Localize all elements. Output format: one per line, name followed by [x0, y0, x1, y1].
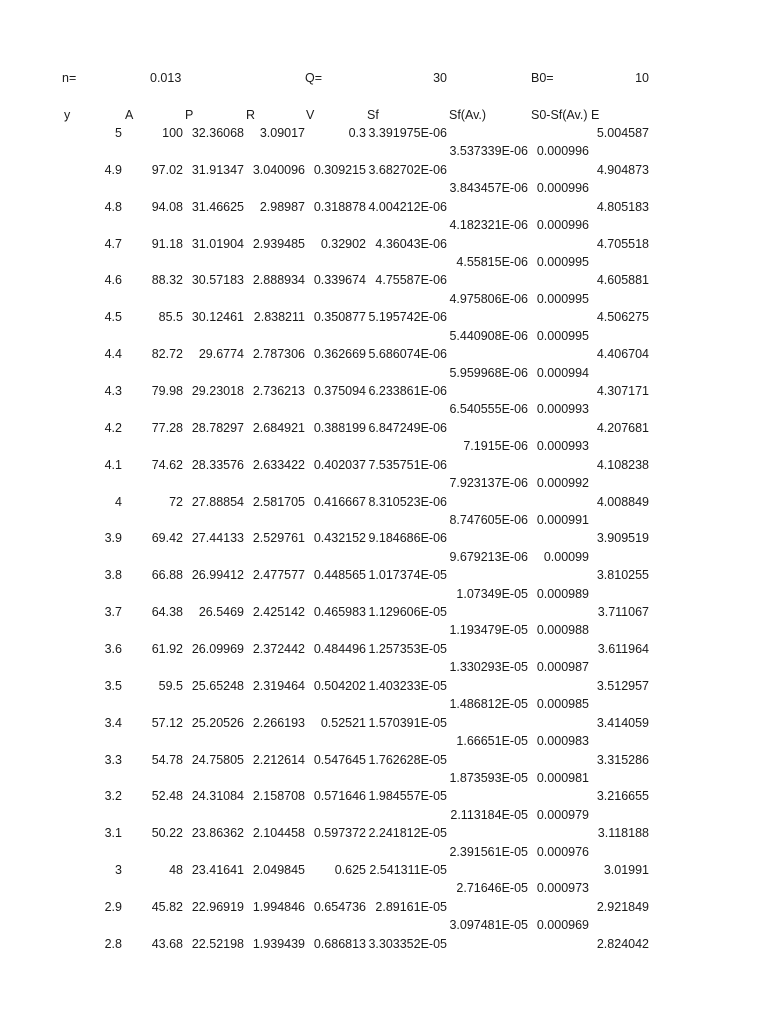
cell-e: 5.004587 [596, 126, 649, 140]
cell-sf: 6.847249E-06 [368, 420, 447, 435]
cell-p: 29.6774 [198, 347, 244, 362]
cell-sf: 2.89161E-05 [375, 899, 447, 914]
cell-p: 23.41641 [191, 863, 244, 877]
cell-s0-sf-av: 0.000969 [536, 918, 589, 933]
cell-p: 26.99412 [191, 568, 244, 583]
cell-r: 2.736213 [252, 383, 305, 398]
cell-v: 0.309215 [313, 162, 366, 177]
cell-a: 94.08 [151, 199, 183, 214]
cell-sf-av: 1.486812E-05 [449, 697, 528, 712]
cell-p: 28.78297 [191, 420, 244, 435]
cell-e: 3.909519 [596, 531, 649, 546]
cell-y: 4.5 [104, 310, 122, 325]
header-v: V [306, 108, 315, 122]
cell-a: 97.02 [151, 162, 183, 177]
cell-e: 3.711067 [597, 605, 649, 619]
cell-sf-av: 6.540555E-06 [449, 402, 528, 417]
cell-p: 23.86362 [191, 826, 244, 841]
n-label: n= [62, 71, 77, 85]
cell-s0-sf-av: 0.00099 [543, 549, 589, 564]
cell-s0-sf-av: 0.000981 [536, 770, 589, 785]
cell-a: 100 [162, 126, 183, 140]
cell-sf-av: 1.66651E-05 [456, 734, 528, 748]
cell-v: 0.339674 [313, 273, 366, 288]
cell-p: 25.65248 [191, 678, 244, 693]
cell-e: 4.406704 [596, 347, 649, 362]
cell-sf: 5.686074E-06 [368, 347, 447, 362]
cell-e: 2.824042 [596, 936, 649, 951]
cell-e: 4.207681 [596, 420, 649, 435]
cell-s0-sf-av: 0.000989 [536, 586, 589, 601]
cell-v: 0.375094 [313, 383, 366, 398]
cell-sf: 4.004212E-06 [368, 199, 447, 214]
cell-p: 31.46625 [191, 199, 244, 214]
cell-r: 2.319464 [252, 678, 305, 693]
q-value: 30 [433, 71, 447, 85]
cell-v: 0.318878 [313, 199, 366, 214]
cell-sf-av: 7.923137E-06 [449, 476, 528, 491]
cell-p: 25.20526 [191, 715, 244, 730]
cell-s0-sf-av: 0.000994 [536, 365, 589, 380]
cell-v: 0.432152 [313, 531, 366, 546]
cell-p: 29.23018 [191, 383, 244, 398]
cell-y: 4.6 [104, 273, 122, 288]
cell-s0-sf-av: 0.000996 [536, 181, 589, 196]
cell-e: 3.118188 [597, 826, 649, 841]
cell-sf: 3.303352E-05 [368, 936, 447, 951]
cell-r: 2.104458 [252, 826, 305, 841]
cell-s0-sf-av: 0.000995 [536, 328, 589, 343]
cell-y: 3.5 [104, 678, 122, 693]
cell-r: 2.266193 [252, 715, 305, 730]
cell-r: 2.581705 [252, 494, 305, 509]
cell-v: 0.465983 [313, 605, 366, 619]
cell-sf: 5.195742E-06 [368, 310, 447, 325]
cell-sf: 3.391975E-06 [368, 126, 447, 140]
cell-e: 4.307171 [596, 383, 649, 398]
cell-a: 50.22 [151, 826, 183, 841]
cell-p: 32.36068 [191, 126, 244, 140]
cell-e: 4.108238 [596, 457, 649, 472]
cell-sf-av: 1.873593E-05 [449, 770, 528, 785]
cell-y: 3.6 [104, 641, 122, 656]
cell-v: 0.350877 [313, 310, 366, 325]
cell-v: 0.362669 [313, 347, 366, 362]
cell-sf-av: 3.537339E-06 [449, 144, 528, 159]
header-a: A [125, 108, 134, 122]
cell-r: 2.212614 [252, 752, 305, 767]
cell-y: 3.8 [104, 568, 122, 583]
n-value: 0.013 [150, 71, 182, 85]
cell-a: 85.5 [158, 310, 183, 325]
cell-a: 88.32 [151, 273, 183, 288]
header-sf: Sf [367, 108, 379, 122]
cell-sf: 1.257353E-05 [368, 641, 447, 656]
cell-sf: 2.241812E-05 [368, 826, 447, 841]
cell-p: 30.57183 [191, 273, 244, 288]
cell-sf-av: 8.747605E-06 [449, 512, 528, 527]
cell-s0-sf-av: 0.000976 [536, 844, 589, 859]
header-e: E [591, 108, 600, 122]
cell-sf: 4.75587E-06 [375, 273, 447, 288]
cell-r: 2.939485 [252, 236, 305, 251]
cell-a: 54.78 [151, 752, 183, 767]
cell-sf: 1.762628E-05 [368, 752, 447, 767]
cell-a: 82.72 [151, 347, 183, 362]
cell-v: 0.416667 [313, 494, 366, 509]
cell-v: 0.388199 [313, 420, 366, 435]
cell-r: 2.633422 [252, 457, 305, 472]
cell-y: 4.8 [104, 199, 122, 214]
cell-a: 48 [169, 863, 183, 877]
cell-a: 59.5 [158, 678, 183, 693]
cell-v: 0.3 [348, 126, 366, 140]
cell-e: 3.810255 [596, 568, 649, 583]
cell-y: 4.1 [104, 457, 122, 472]
cell-y: 4.4 [104, 347, 122, 362]
cell-s0-sf-av: 0.000995 [536, 291, 589, 306]
cell-sf: 1.984557E-05 [368, 789, 447, 804]
cell-a: 77.28 [151, 420, 183, 435]
cell-e: 3.315286 [596, 752, 649, 767]
cell-y: 3.1 [104, 826, 122, 841]
cell-sf: 4.36043E-06 [375, 236, 447, 251]
cell-p: 31.01904 [191, 236, 244, 251]
cell-y: 3.4 [104, 715, 122, 730]
cell-s0-sf-av: 0.000988 [536, 623, 589, 638]
cell-e: 3.414059 [596, 715, 649, 730]
cell-y: 2.9 [104, 899, 122, 914]
cell-r: 2.684921 [252, 420, 305, 435]
cell-sf-av: 2.113184E-05 [450, 807, 528, 822]
b0-label: B0= [531, 71, 554, 85]
cell-r: 1.994846 [252, 899, 305, 914]
cell-s0-sf-av: 0.000979 [536, 807, 589, 822]
cell-r: 2.98987 [259, 199, 305, 214]
cell-p: 26.5469 [198, 605, 244, 619]
cell-a: 64.38 [151, 605, 183, 619]
cell-e: 3.01991 [603, 863, 649, 877]
cell-v: 0.402037 [313, 457, 366, 472]
cell-sf: 1.403233E-05 [368, 678, 447, 693]
cell-p: 30.12461 [191, 310, 244, 325]
cell-p: 27.44133 [191, 531, 244, 546]
cell-r: 1.939439 [252, 936, 305, 951]
cell-sf-av: 5.440908E-06 [449, 328, 528, 343]
cell-e: 4.605881 [596, 273, 649, 288]
cell-r: 2.477577 [252, 568, 305, 583]
cell-sf-av: 2.71646E-05 [456, 881, 528, 896]
cell-y: 3.7 [104, 605, 122, 619]
cell-r: 2.787306 [252, 347, 305, 362]
cell-p: 22.96919 [191, 899, 244, 914]
cell-e: 3.611964 [597, 641, 649, 656]
cell-e: 2.921849 [596, 899, 649, 914]
cell-r: 3.040096 [252, 162, 305, 177]
cell-v: 0.597372 [313, 826, 366, 841]
cell-s0-sf-av: 0.000991 [536, 512, 589, 527]
cell-r: 2.529761 [252, 531, 305, 546]
cell-p: 24.31084 [191, 789, 244, 804]
cell-e: 3.216655 [596, 789, 649, 804]
cell-y: 3.9 [104, 531, 122, 546]
cell-sf-av: 1.07349E-05 [456, 586, 528, 601]
cell-s0-sf-av: 0.000993 [536, 439, 589, 454]
cell-sf: 1.570391E-05 [368, 715, 447, 730]
cell-sf: 1.129606E-05 [368, 605, 447, 619]
cell-y: 4.7 [104, 236, 122, 251]
cell-sf-av: 9.679213E-06 [449, 549, 528, 564]
cell-a: 69.42 [151, 531, 183, 546]
cell-s0-sf-av: 0.000985 [536, 697, 589, 712]
cell-a: 74.62 [151, 457, 183, 472]
cell-s0-sf-av: 0.000983 [536, 734, 589, 748]
cell-y: 4.2 [104, 420, 122, 435]
cell-sf-av: 1.330293E-05 [449, 660, 528, 675]
cell-y: 4.3 [104, 383, 122, 398]
cell-r: 2.049845 [252, 863, 305, 877]
cell-a: 66.88 [151, 568, 183, 583]
cell-v: 0.686813 [313, 936, 366, 951]
header-y: y [64, 108, 71, 122]
cell-v: 0.484496 [313, 641, 366, 656]
cell-s0-sf-av: 0.000973 [536, 881, 589, 896]
cell-s0-sf-av: 0.000996 [536, 144, 589, 159]
cell-y: 4 [115, 494, 122, 509]
header-s0-sf-av: S0-Sf(Av.) [531, 108, 588, 122]
cell-p: 28.33576 [191, 457, 244, 472]
cell-r: 3.09017 [259, 126, 305, 140]
cell-sf-av: 4.975806E-06 [449, 291, 528, 306]
cell-a: 52.48 [151, 789, 183, 804]
header-r: R [246, 108, 256, 122]
cell-r: 2.888934 [252, 273, 305, 288]
cell-s0-sf-av: 0.000996 [536, 218, 589, 233]
header-sf-av: Sf(Av.) [449, 108, 487, 122]
cell-a: 45.82 [151, 899, 183, 914]
cell-v: 0.625 [334, 863, 366, 877]
cell-a: 43.68 [151, 936, 183, 951]
cell-v: 0.654736 [313, 899, 366, 914]
cell-y: 2.8 [104, 936, 122, 951]
cell-y: 3.3 [104, 752, 122, 767]
cell-a: 61.92 [151, 641, 183, 656]
cell-y: 3 [115, 863, 122, 877]
cell-sf-av: 7.1915E-06 [463, 439, 528, 454]
cell-p: 27.88854 [191, 494, 244, 509]
cell-s0-sf-av: 0.000987 [536, 660, 589, 675]
cell-v: 0.448565 [313, 568, 366, 583]
cell-y: 5 [115, 126, 122, 140]
b0-value: 10 [635, 71, 649, 85]
cell-sf-av: 1.193479E-05 [449, 623, 528, 638]
cell-p: 31.91347 [191, 162, 244, 177]
cell-p: 24.75805 [191, 752, 244, 767]
cell-sf: 7.535751E-06 [368, 457, 447, 472]
cell-sf-av: 2.391561E-05 [449, 844, 528, 859]
cell-e: 4.506275 [596, 310, 649, 325]
cell-r: 2.372442 [252, 641, 305, 656]
cell-e: 3.512957 [596, 678, 649, 693]
cell-e: 4.805183 [596, 199, 649, 214]
cell-p: 22.52198 [191, 936, 244, 951]
cell-sf: 2.541311E-05 [369, 863, 447, 877]
cell-v: 0.32902 [320, 236, 366, 251]
cell-p: 26.09969 [191, 641, 244, 656]
cell-e: 4.904873 [596, 162, 649, 177]
cell-y: 4.9 [104, 162, 122, 177]
cell-e: 4.705518 [596, 236, 649, 251]
cell-a: 72 [169, 494, 183, 509]
cell-r: 2.838211 [253, 310, 305, 325]
cell-a: 79.98 [151, 383, 183, 398]
cell-v: 0.547645 [313, 752, 366, 767]
cell-sf: 8.310523E-06 [368, 494, 447, 509]
cell-sf-av: 4.182321E-06 [449, 218, 528, 233]
cell-sf: 1.017374E-05 [368, 568, 447, 583]
cell-sf-av: 3.843457E-06 [449, 181, 528, 196]
cell-e: 4.008849 [596, 494, 649, 509]
cell-s0-sf-av: 0.000993 [536, 402, 589, 417]
cell-v: 0.504202 [313, 678, 366, 693]
cell-r: 2.425142 [252, 605, 305, 619]
q-label: Q= [305, 71, 323, 85]
cell-sf: 9.184686E-06 [368, 531, 447, 546]
header-p: P [185, 108, 194, 122]
cell-v: 0.52521 [320, 715, 366, 730]
cell-a: 57.12 [151, 715, 183, 730]
cell-r: 2.158708 [252, 789, 305, 804]
cell-sf: 6.233861E-06 [368, 383, 447, 398]
cell-s0-sf-av: 0.000992 [536, 476, 589, 491]
cell-a: 91.18 [151, 236, 183, 251]
cell-sf-av: 5.959968E-06 [449, 365, 528, 380]
cell-v: 0.571646 [313, 789, 366, 804]
cell-sf-av: 3.097481E-05 [449, 918, 528, 933]
cell-sf: 3.682702E-06 [368, 162, 447, 177]
cell-sf-av: 4.55815E-06 [456, 255, 528, 269]
cell-s0-sf-av: 0.000995 [536, 255, 589, 269]
cell-y: 3.2 [104, 789, 122, 804]
